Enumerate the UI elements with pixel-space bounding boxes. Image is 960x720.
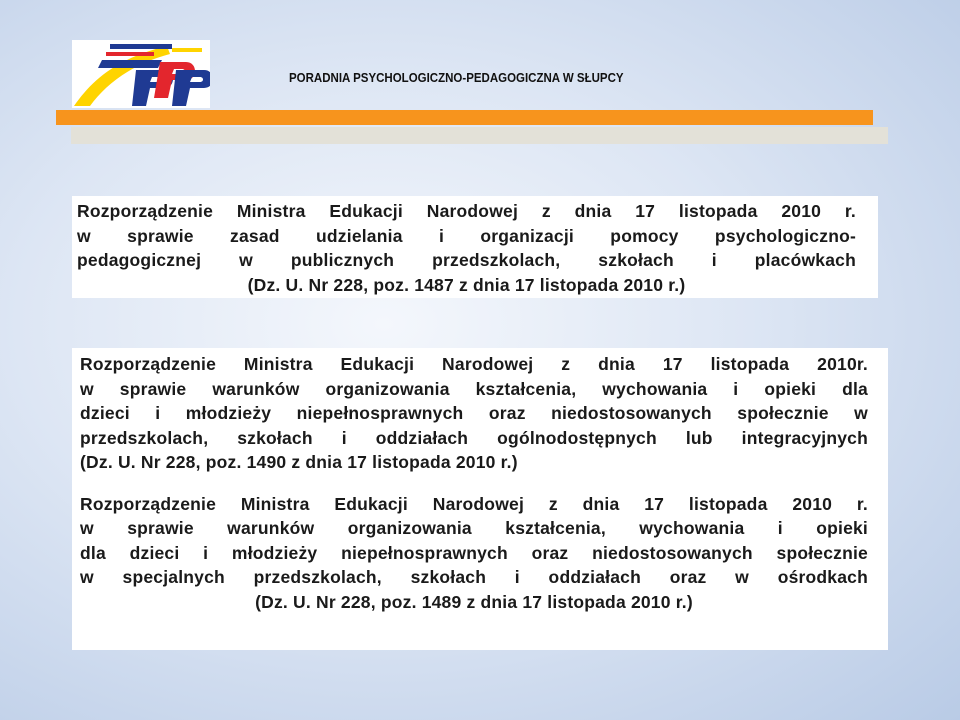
regulation-3-line: w specjalnych przedszkolach, szkołach i oddziałach oraz w ośrodkach (80, 567, 868, 587)
regulation-1-text (77, 199, 856, 297)
logo-letters-text: PPP (72, 40, 75, 41)
regulation-box-2 (72, 348, 888, 650)
regulation-1-citation: (Dz. U. Nr 228, poz. 1487 z dnia 17 listopada 2010 r.) (247, 274, 686, 295)
logo-stripe-red (106, 52, 154, 56)
logo-letters (132, 62, 210, 106)
regulation-1-line: w sprawie zasad udzielania i organizacji pomocy psychologiczno- (77, 225, 856, 246)
regulation-2-line: Rozporządzenie Ministra Edukacji Narodowej z dnia 17 listopada 2010r. (80, 354, 868, 374)
regulation-3-line: dla dzieci i młodzieży niepełnosprawnych oraz niedostosowanych społecznie (80, 542, 868, 563)
regulation-3-citation: (Dz. U. Nr 228, poz. 1489 z dnia 17 listopada 2010 r.) (255, 591, 693, 612)
logo-stripe-top (110, 44, 172, 49)
regulation-2-citation: (Dz. U. Nr 228, poz. 1490 z dnia 17 listopada 2010 r.) (80, 452, 518, 472)
header-orange-bar (56, 110, 873, 125)
ppp-logo (72, 40, 210, 108)
page-title: PORADNIA PSYCHOLOGICZNO-PEDAGOGICZNA W SŁUPCY (289, 71, 624, 85)
regulation-3-text (80, 492, 868, 615)
logo-stripe-yellow (172, 48, 202, 52)
logo-stripe-mid (98, 60, 162, 68)
regulation-1-line: pedagogicznej w publicznych przedszkolach, szkołach i placówkach (77, 250, 856, 270)
regulation-2-line: dzieci i młodzieży niepełnosprawnych oraz niedostosowanych społecznie w (80, 403, 868, 423)
regulation-2-text (80, 352, 868, 475)
regulation-box-1 (72, 196, 878, 298)
regulation-2-line: w sprawie warunków organizowania kształcenia, wychowania i opieki dla (80, 378, 868, 399)
regulation-3-line: w sprawie warunków organizowania kształcenia, wychowania i opieki (80, 518, 868, 538)
regulation-3-line: Rozporządzenie Ministra Edukacji Narodowej z dnia 17 listopada 2010 r. (80, 493, 868, 514)
regulation-2-line: przedszkolach, szkołach i oddziałach ogólnodostępnych lub integracyjnych (80, 427, 868, 448)
header-gray-bar (71, 127, 888, 144)
regulation-1-line: Rozporządzenie Ministra Edukacji Narodowej z dnia 17 listopada 2010 r. (77, 201, 856, 221)
ppp-logo-graphic (72, 40, 210, 108)
